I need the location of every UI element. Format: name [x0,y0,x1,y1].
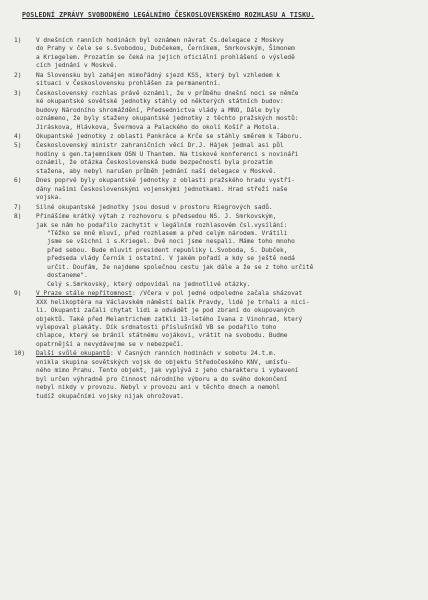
text-line: tudíž okupačními vojsky nijak ohrožovat. [36,392,184,400]
text-line: objektů. Také před Melantrichem zatkli 13-letého Ivana z Vinohrad, který [36,315,303,323]
text-line [36,290,418,298]
news-item [14,90,418,132]
news-item [14,177,418,202]
text-line: Na Slovensku byl zahájen mimořádný sjezd KSS, který byl vzhledem k [36,71,281,79]
news-item [14,350,418,401]
item-text [36,133,418,141]
text-line: vylepoval plakáty. Dík srdnatosti příslušníků VB se podařilo toho [36,323,277,331]
text-line: V dnešních ranních hodinách byl oznámen návrat čs.delegace z Moskvy [36,37,284,44]
text-line: li. Okupanti začali chytat lidi a odvádět je pod zbraní do okupovaných [36,307,295,315]
text-line: předseda vlády Černík i ostatní. V jakém pořadí a kdy se ještě nedá [36,255,295,263]
text-line: hodiny s gen.tajemníkem OSN U Thantem. Na tiskové konferenci s novináři [36,150,299,158]
item-number: 5) [14,142,22,150]
item-text [36,72,418,89]
text-line: stažena, aby nebyl narušen průběh jednání naší delegace v Moskvě. [36,167,277,175]
item-number: 7) [14,203,22,211]
text-line: Československý rozhlas právě oznámil, že v průběhu dnešní noci se němče [36,89,299,97]
text-line: nebyl nikdy v provozu. Nebyl v provozu ani v těchto dnech a nemohl [36,384,281,392]
item-number: 4) [14,132,22,140]
item-number: 10) [14,350,26,358]
item-number: 1) [14,37,22,44]
item-text [36,90,418,132]
item-text [36,204,418,212]
item-number: 8) [14,213,22,221]
text-line: Jiráskova, Hlávkova, Švermova a Palackého do okolí Košíř a Motola. [36,123,281,131]
text-fragment: : /Včera v pol jedné odpoledne začala sházovat [132,290,303,298]
text-line: ného mimo Prahu. Tento objekt, jak vyplývá z jeho charakteru i vybavení [36,367,299,375]
item-text [36,290,418,349]
text-line: vnikla skupina sovětských vojsk do objektu Středočeského KNV, umísťu- [36,358,292,366]
text-line: vojska. [36,194,62,202]
text-line: do Prahy v čele se s.Svobodou, Dubčekem, Černíkem, Smrkovským, Šimonem [36,45,295,53]
item-number: 6) [14,177,22,185]
item-number: 9) [14,290,22,298]
item-number: 2) [14,71,22,79]
text-line: "Těžko se mně mluví, před rozhlasem a před celým národem. Vrátili [36,229,288,237]
text-line: Celý s.Smrkovský, který odpovídal na jednotlivé otázky. [36,280,251,288]
item-text [36,177,418,202]
text-line: ké okupantské sovětské jednotky stáhly od některých státních budov: [36,98,284,106]
text-fragment: : V časných ranních hodinách v sobotu 24.t.m. [109,350,277,358]
text-line: jak se nám ho podařilo zachytit v legálním rozhlasovém čsl.vysílání: [36,221,288,229]
news-item [14,37,418,71]
item-text [36,142,418,176]
text-line: dány našimi Československými vojenskými jednotkami. Hrad střeží naše [36,185,288,193]
news-item [14,290,418,349]
text-line: před sebou. Bude mluvit president republiky L.Svoboda, S. Dubček, [36,246,288,254]
item-heading: Další svůlé okupantů [36,350,110,358]
news-item [14,72,418,89]
text-line: jsme se všichni i s.Kriegel. Dvě noci jsme nespali. Máme toho mnoho [36,238,295,246]
text-line: byl určen výhradně pro činnost národního výboru a do svého dokončení [36,375,288,383]
text-line: oznámil, že otázka Československá bude bezpečností byla prozatím [36,159,273,167]
news-item [14,142,418,176]
text-line: budovy Národního shromáždění, Předsednictva vlády a MNO, Dále byly [36,106,281,114]
text-line: opatrnější a nevydávejme se v nebezpečí. [36,340,184,348]
text-line: cích jednání v Moskvě. [36,62,118,70]
text-line: Okupantské jednotky z oblasti Pankráce a Krče se stáhly směrem k Táboru. [36,132,303,140]
text-line: XXX helikoptéra na Václavském náměstí balík Pravdy, lidé je trhali a nici- [36,298,310,306]
text-line: oznámeno, že byly staženy okupantské jednotky z těchto pražských mostů: [36,115,299,123]
text-line: a Kriegelem. Prozatím se čeká na jejich oficiální prohlášení o výsledě [36,53,295,61]
item-text [36,37,418,71]
news-item [14,204,418,212]
news-list [14,37,418,402]
text-line: Československý ministr zahraničních věcí Dr.J. Hájek jednal asi půl [36,142,284,150]
text-line: situaci v Československu prohlášen za permanentní. [36,80,221,88]
text-line [36,350,418,358]
text-line: dostaneme". [36,272,88,280]
text-line: Dnes poprvé byly okupantské jednotky z oblasti pražského hradu vystří- [36,177,295,185]
text-line: chlapce, který se bránil státnému vojákovi, vrátit na svobodu. Budme [36,332,288,340]
news-item [14,213,418,289]
text-line: Přinášíme krátký výtah z rozhovoru s předsedou NS. J. Smrkovským, [36,213,277,221]
text-line: Silné okupantské jednotky jsou dosud v prostoru Riegrových sadů. [36,203,273,211]
news-item [14,133,418,141]
item-text [36,213,418,289]
document-title: POSLEDNÍ ZPRÁVY SVOBODNÉHO LEGÁLNÍHO ČESKOSLOVENSKÉHO ROZHLASU A TISKU. [22,11,315,19]
item-heading: V Praze stále nepřítomnost [36,290,133,298]
item-text [36,350,418,401]
text-line: určit. Doufám, že najdeme společnou cestu jak dále a že se z toho určitě [36,263,314,271]
item-number: 3) [14,89,22,97]
